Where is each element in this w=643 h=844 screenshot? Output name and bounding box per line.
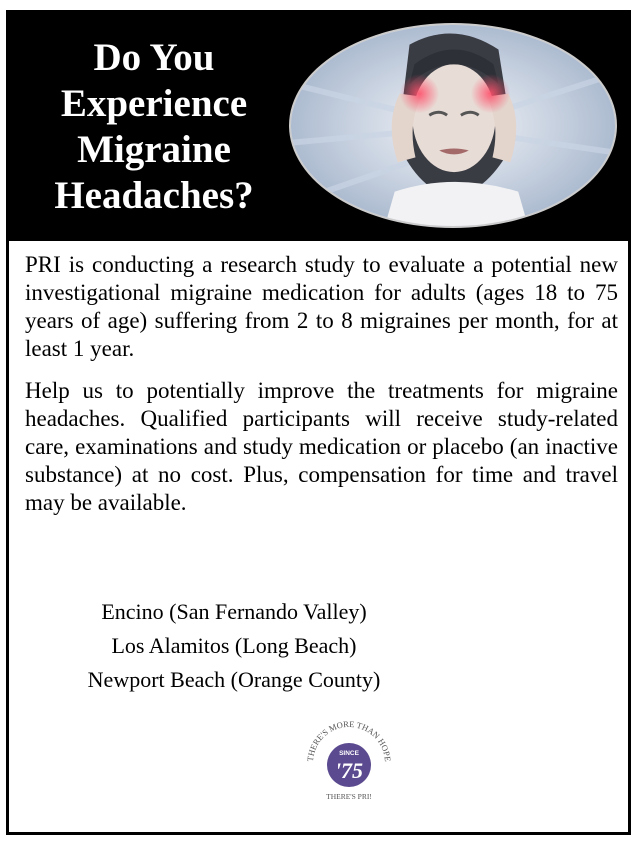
logo-year: '75 (334, 758, 364, 783)
location-item: Newport Beach (Orange County) (87, 667, 381, 692)
logo-bottom-text: THERE'S PRI! (326, 792, 372, 801)
flyer-frame (6, 10, 631, 835)
pri-logo (297, 703, 401, 807)
location-list (64, 595, 404, 697)
study-description: PRI is conducting a research study to evaluate a potential new investigational migraine medication for adults (ages 18 to 75 years of age) suffering from 2 to 8 migraines per month, for at least 1 year. (25, 252, 618, 361)
headline-line-2: Experience (60, 82, 248, 125)
participation-info: Help us to potentially improve the treatments for migraine headaches. Qualified participants will receive study-related care, examinations and study medication or placebo (an inactive substance) at no cost. Plus, compensation for time and travel may be available. (25, 378, 618, 515)
headline (23, 35, 285, 219)
location-item: Los Alamitos (Long Beach) (111, 633, 357, 658)
headline-line-3: Migraine (77, 128, 231, 171)
logo-arc-text: THERE'S MORE THAN HOPE (304, 718, 394, 762)
location-item: Encino (San Fernando Valley) (101, 599, 367, 624)
migraine-photo (289, 23, 617, 228)
header-banner (9, 13, 628, 241)
body-text (25, 251, 618, 517)
headline-line-1: Do You (93, 36, 215, 79)
logo-since: SINCE (339, 750, 359, 757)
headline-line-4: Headaches? (54, 174, 254, 217)
